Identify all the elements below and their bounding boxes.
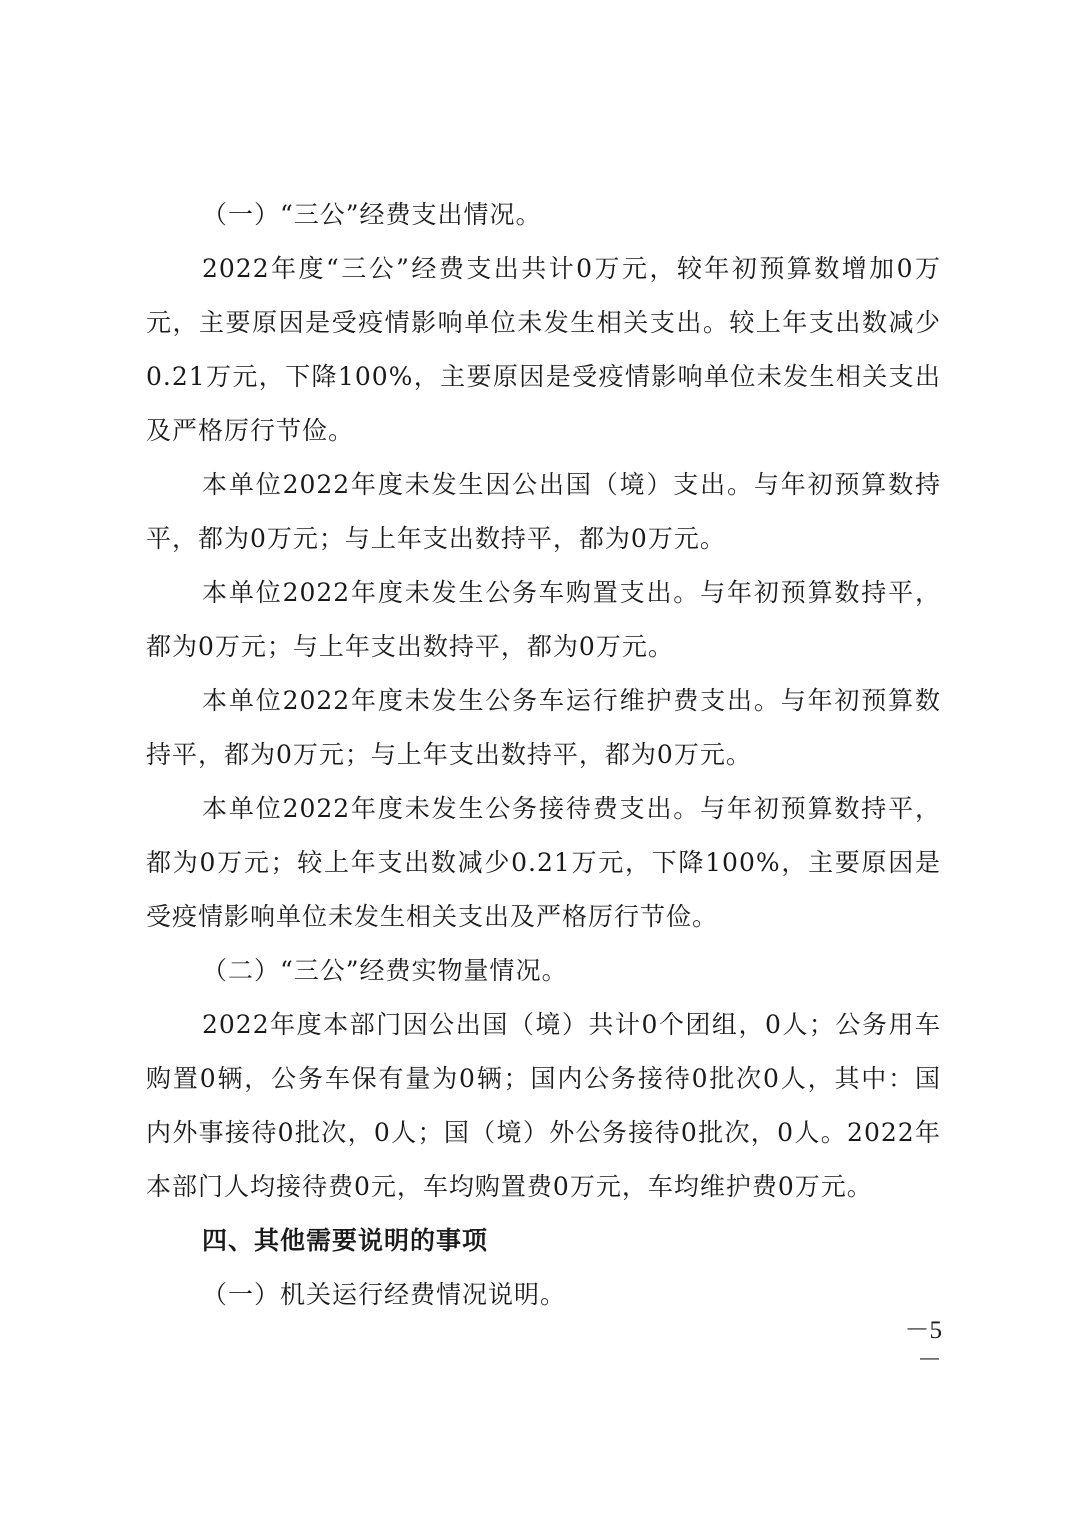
paragraph-physical-quantity: 2022年度本部门因公出国（境）共计0个团组，0人；公务用车购置0辆，公务车保有量为0辆；国内公务接待0批次0人，其中：国内外事接待0批次，0人；国（境）外公务接待0批次，0人。2022年本部门人均接待费0元，车均购置费0万元，车均维护费0万元。: [146, 1010, 941, 1201]
subsection-title-physical-quantity: （二）“三公”经费实物量情况。: [202, 956, 568, 985]
page-number: －5－: [904, 1317, 942, 1374]
paragraph-overseas-travel: 本单位2022年度未发生因公出国（境）支出。与年初预算数持平，都为0万元；与上年支出数持平，都为0万元。: [146, 470, 941, 553]
paragraph-vehicle-maintenance: 本单位2022年度未发生公务车运行维护费支出。与年初预算数持平，都为0万元；与上年支出数持平，都为0万元。: [146, 686, 941, 769]
document-body: [146, 188, 941, 1322]
paragraph-official-reception: 本单位2022年度未发生公务接待费支出。与年初预算数持平，都为0万元；较上年支出数减少0.21万元，下降100%，主要原因是受疫情影响单位未发生相关支出及严格厉行节俭。: [146, 794, 941, 931]
paragraph-vehicle-purchase: 本单位2022年度未发生公务车购置支出。与年初预算数持平，都为0万元；与上年支出数持平，都为0万元。: [146, 578, 941, 661]
paragraph-three-public-summary: 2022年度“三公”经费支出共计0万元，较年初预算数增加0万元，主要原因是受疫情影响单位未发生相关支出。较上年支出数减少0.21万元，下降100%，主要原因是受疫情影响单位未发生相关支出及严格厉行节俭。: [146, 254, 941, 445]
section-heading-other-matters: 四、其他需要说明的事项: [202, 1226, 489, 1255]
subsection-title-three-public-expenditure: （一）“三公”经费支出情况。: [202, 200, 542, 229]
subsection-title-operating-expenses: （一）机关运行经费情况说明。: [202, 1280, 567, 1309]
